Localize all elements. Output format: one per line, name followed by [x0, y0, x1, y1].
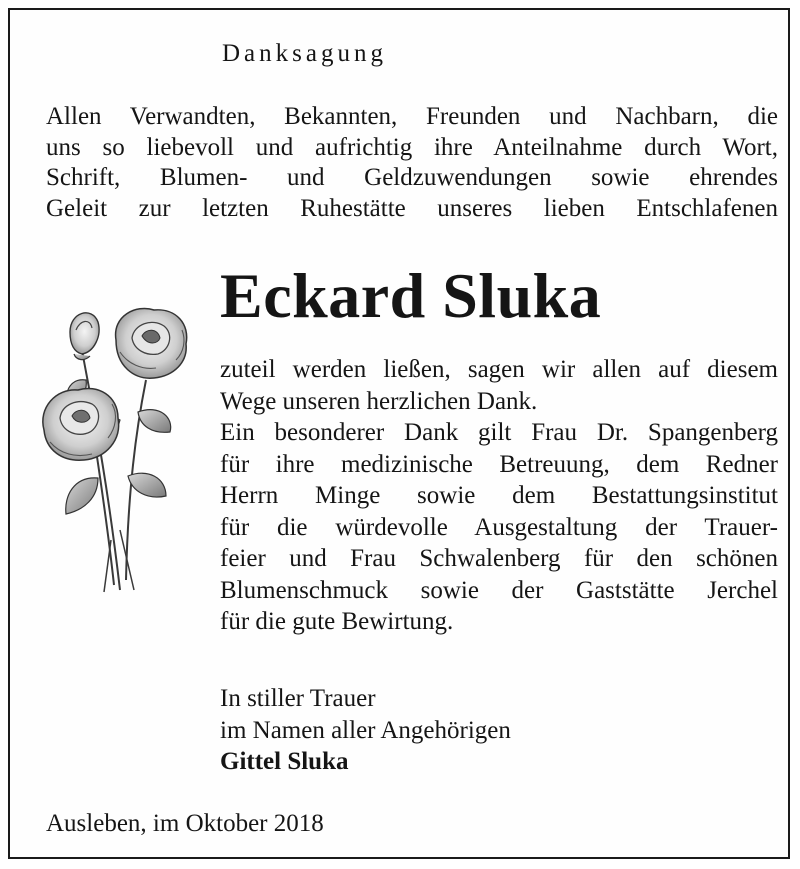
- intro-line: Geleit zur letzten Ruhestätte unseres lieben Entschlafenen: [46, 194, 778, 222]
- body-line: Blumenschmuck sowie der Gaststätte Jerchel: [220, 576, 778, 604]
- body-line: für ihre medizinische Betreuung, dem Redner: [220, 450, 778, 478]
- notice-frame: [8, 8, 790, 859]
- intro-line: Schrift, Blumen- und Geldzuwendungen sowie ehrendes: [46, 164, 778, 191]
- closing-line: In stiller Trauer: [220, 685, 376, 712]
- intro-paragraph: [46, 102, 778, 224]
- closing-line: im Namen aller Angehörigen: [220, 716, 511, 744]
- roses-bouquet-icon: [36, 300, 206, 600]
- deceased-name: Eckard Sluka: [220, 260, 602, 331]
- intro-line: uns so liebevoll und aufrichtig ihre Anteilnahme durch Wort,: [46, 133, 778, 161]
- thanks-paragraph: [220, 354, 778, 638]
- notice-heading: Danksagung: [222, 40, 387, 67]
- body-line: zuteil werden ließen, sagen wir allen auf diesem: [220, 356, 778, 383]
- body-line: für die würdevolle Ausgestaltung der Trauer-: [220, 513, 778, 541]
- body-line: Ein besonderer Dank gilt Frau Dr. Spangenberg: [220, 419, 778, 446]
- signer-name: Gittel Sluka: [220, 748, 349, 775]
- closing-block: [220, 683, 511, 778]
- intro-line: Allen Verwandten, Bekannten, Freunden und Nachbarn, die: [46, 103, 778, 130]
- body-line: Wege unseren herzlichen Dank.: [220, 387, 538, 415]
- body-line: feier und Frau Schwalenberg für den schönen: [220, 545, 778, 572]
- body-line: für die gute Bewirtung.: [220, 608, 454, 635]
- place-date: Ausleben, im Oktober 2018: [46, 810, 324, 837]
- body-line: Herrn Minge sowie dem Bestattungsinstitut: [220, 482, 778, 509]
